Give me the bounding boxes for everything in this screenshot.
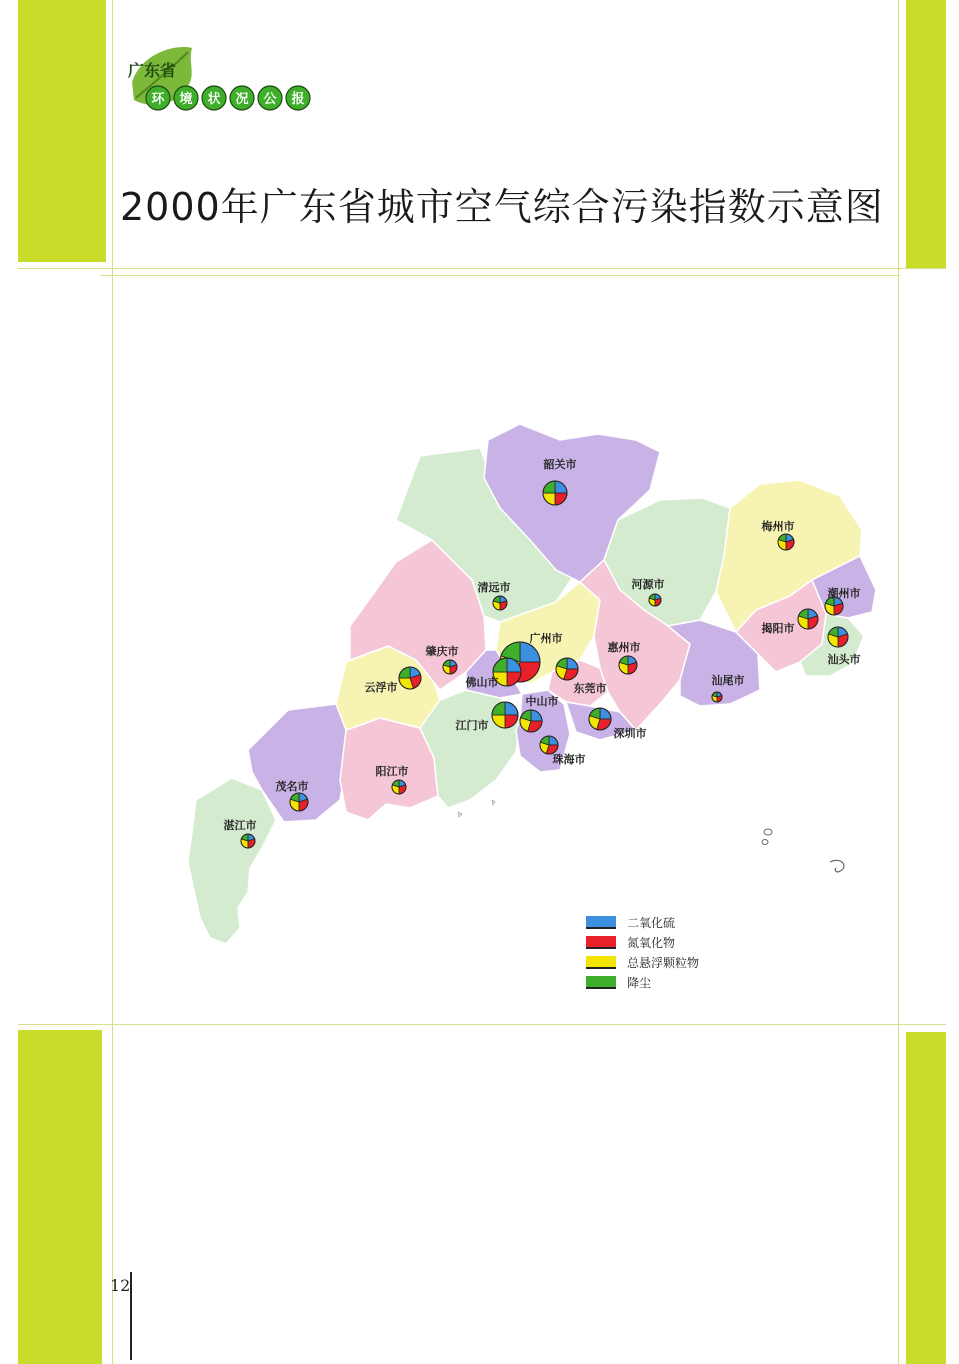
city-label: 揭阳市 bbox=[761, 622, 795, 635]
logo-char: 状 bbox=[207, 92, 221, 107]
map-regions bbox=[188, 424, 876, 944]
city-label: 河源市 bbox=[631, 578, 665, 591]
logo-province-text: 广东省 bbox=[128, 61, 177, 80]
city-label: 深圳市 bbox=[613, 727, 647, 740]
city-label: 阳江市 bbox=[375, 765, 409, 778]
city-pie-marker bbox=[520, 710, 542, 732]
legend-label: 二氧化硫 bbox=[627, 916, 676, 930]
logo-char: 报 bbox=[291, 92, 305, 107]
city-pie-marker bbox=[798, 609, 818, 629]
logo-char: 况 bbox=[235, 92, 249, 107]
page-number: 12 bbox=[110, 1276, 131, 1295]
logo-char: 公 bbox=[263, 92, 277, 107]
island bbox=[830, 860, 844, 872]
logo-char: 境 bbox=[179, 92, 193, 107]
city-label: 中山市 bbox=[525, 695, 559, 708]
city-label: 东莞市 bbox=[573, 682, 607, 695]
city-label: 汕头市 bbox=[827, 653, 861, 666]
city-pie-marker bbox=[540, 736, 558, 754]
city-label: 佛山市 bbox=[465, 676, 499, 689]
city-pie-marker bbox=[828, 627, 848, 647]
city-pie-marker bbox=[543, 481, 567, 505]
city-label: 韶关市 bbox=[543, 458, 577, 471]
page-title: 2000年广东省城市空气综合污染指数示意图 bbox=[120, 185, 884, 229]
legend-label: 总悬浮颗粒物 bbox=[627, 956, 700, 970]
city-pie-marker bbox=[589, 708, 611, 730]
city-pie-marker bbox=[399, 667, 421, 689]
city-pie-marker bbox=[443, 660, 457, 674]
city-label: 惠州市 bbox=[607, 641, 641, 654]
city-label: 湛江市 bbox=[223, 819, 257, 832]
city-label: 江门市 bbox=[455, 719, 489, 732]
legend-label: 降尘 bbox=[627, 976, 652, 990]
city-pie-marker bbox=[492, 702, 518, 728]
island bbox=[764, 829, 772, 835]
city-pie-marker bbox=[649, 594, 661, 606]
city-label: 肇庆市 bbox=[425, 645, 459, 658]
island bbox=[762, 840, 768, 845]
city-pie-marker bbox=[290, 793, 308, 811]
city-label: 茂名市 bbox=[275, 780, 309, 793]
city-label: 珠海市 bbox=[552, 753, 586, 766]
city-pie-marker bbox=[241, 834, 255, 848]
city-pie-marker bbox=[556, 658, 578, 680]
city-label: 梅州市 bbox=[761, 520, 795, 533]
city-pie-marker bbox=[712, 692, 722, 702]
city-pie-marker bbox=[493, 596, 507, 610]
legend-swatch bbox=[586, 956, 616, 968]
region-zhanjiang bbox=[188, 778, 276, 944]
city-pie-marker bbox=[619, 656, 637, 674]
logo-char: 环 bbox=[151, 92, 165, 107]
city-label: 云浮市 bbox=[364, 681, 398, 694]
city-pie-marker bbox=[392, 780, 406, 794]
city-label: 广州市 bbox=[529, 632, 563, 645]
legend-label: 氮氧化物 bbox=[627, 936, 676, 950]
map-legend bbox=[586, 915, 699, 990]
city-label: 清远市 bbox=[477, 581, 511, 594]
city-label: 汕尾市 bbox=[711, 674, 745, 687]
city-label: 潮州市 bbox=[827, 587, 861, 600]
legend-swatch bbox=[586, 916, 616, 928]
city-pie-marker bbox=[778, 534, 794, 550]
legend-swatch bbox=[586, 936, 616, 948]
legend-swatch bbox=[586, 976, 616, 988]
